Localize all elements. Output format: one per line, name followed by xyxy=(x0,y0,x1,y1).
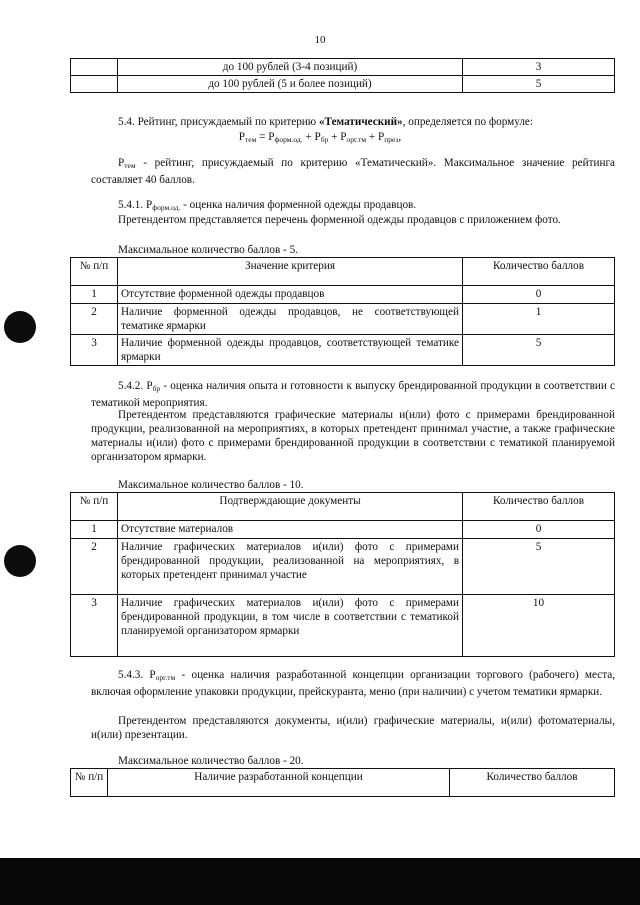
rating-description: $Р_{тем}$ - рейтинг, присуждаемый по критерию «Тематический». Максимальное значение рейтинга составляет 40 баллов. xyxy=(91,157,615,186)
section-5-4-1-max-score: Максимальное количество баллов - 5. xyxy=(118,244,298,256)
page-number: 10 xyxy=(314,34,326,46)
section-5-4-2-text: Претендентом представляются графические материалы и(или) фото с примерами брендированной продукции, реализованной на мероприятиях, в которых претендент принимал участие, а также графические материалы и(или) фото с примерами брендированной продукции в соответствии с тематикой планируемой организатором ярмарки. xyxy=(91,409,615,463)
score-cell: 3 xyxy=(463,59,615,76)
section-5-4-3-max-score: Максимальное количество баллов - 20. xyxy=(118,755,304,767)
branded-products-score-table xyxy=(70,492,615,657)
section-5-4-intro: 5.4. Рейтинг, присуждаемый по критерию «Тематический», определяется по формуле: xyxy=(118,116,533,128)
table-header-row xyxy=(71,258,615,286)
table-row: 2 Наличие форменной одежды продавцов, не соответствующей тематике ярмарки 1 xyxy=(71,304,615,335)
header-num: № п/п xyxy=(71,258,118,286)
table-row xyxy=(71,59,615,76)
header-score: Количество баллов xyxy=(463,493,615,521)
header-criterion: Подтверждающие документы xyxy=(118,493,463,521)
score-cell: 5 xyxy=(463,76,615,93)
rating-formula: $Р_{тем} = Р_{форм.од.} + Р_{бр} + Р_{орг.тм} + Р_{през}$, xyxy=(238,131,402,144)
top-score-table xyxy=(70,58,615,93)
section-5-4-2-max-score: Максимальное количество баллов - 10. xyxy=(118,479,304,491)
table-row xyxy=(71,76,615,93)
section-5-4-3-text: Претендентом представляются документы, и(или) графические материалы, и(или) фотоматериалы, и(или) презентации. xyxy=(91,715,615,741)
punch-hole xyxy=(4,311,36,343)
criterion-cell: до 100 рублей (3-4 позиций) xyxy=(118,59,463,76)
header-score: Количество баллов xyxy=(463,258,615,286)
table-row: 1 Отсутствие форменной одежды продавцов 0 xyxy=(71,286,615,304)
table-header-row xyxy=(71,493,615,521)
scan-edge xyxy=(0,858,640,905)
header-num: № п/п xyxy=(71,769,108,797)
header-criterion: Значение критерия xyxy=(118,258,463,286)
section-5-4-1-heading: 5.4.1. $Р_{форм.од.}$ - оценка наличия форменной одежды продавцов. xyxy=(118,199,417,212)
table-row: 1 Отсутствие материалов 0 xyxy=(71,521,615,539)
table-header-row xyxy=(71,769,615,797)
table-row: 2 Наличие графических материалов и(или) фото с примерами брендированной продукции, реализованной на мероприятиях, в которых претендент принимал участие 5 xyxy=(71,539,615,595)
table-row: 3 Наличие графических материалов и(или) фото с примерами брендированной продукции, в том числе в соответствии с тематикой планируемой организатором ярмарки 10 xyxy=(71,595,615,657)
section-5-4-3-heading: 5.4.3. $Р_{орг.тм}$ - оценка наличия разработанной концепции организации торгового (рабочего) места, включая оформление упаковки продукции, прейскуранта, меню (при наличии) с учетом тематики ярмарки. xyxy=(91,669,615,698)
punch-hole xyxy=(4,545,36,577)
header-num: № п/п xyxy=(71,493,118,521)
header-score: Количество баллов xyxy=(450,769,615,797)
section-5-4-1-text: Претендентом представляется перечень форменной одежды продавцов с приложением фото. xyxy=(118,214,561,226)
criterion-cell: до 100 рублей (5 и более позиций) xyxy=(118,76,463,93)
header-criterion: Наличие разработанной концепции xyxy=(108,769,450,797)
concept-score-table xyxy=(70,768,615,797)
table-row: 3 Наличие форменной одежды продавцов, соответствующей тематике ярмарки 5 xyxy=(71,335,615,366)
criterion-name: «Тематический» xyxy=(318,116,403,128)
uniform-score-table xyxy=(70,257,615,366)
section-5-4-2-heading: 5.4.2. $Р_{бр}$ - оценка наличия опыта и готовности к выпуску брендированной продукции в соответствии с тематикой мероприятия. xyxy=(91,380,615,409)
